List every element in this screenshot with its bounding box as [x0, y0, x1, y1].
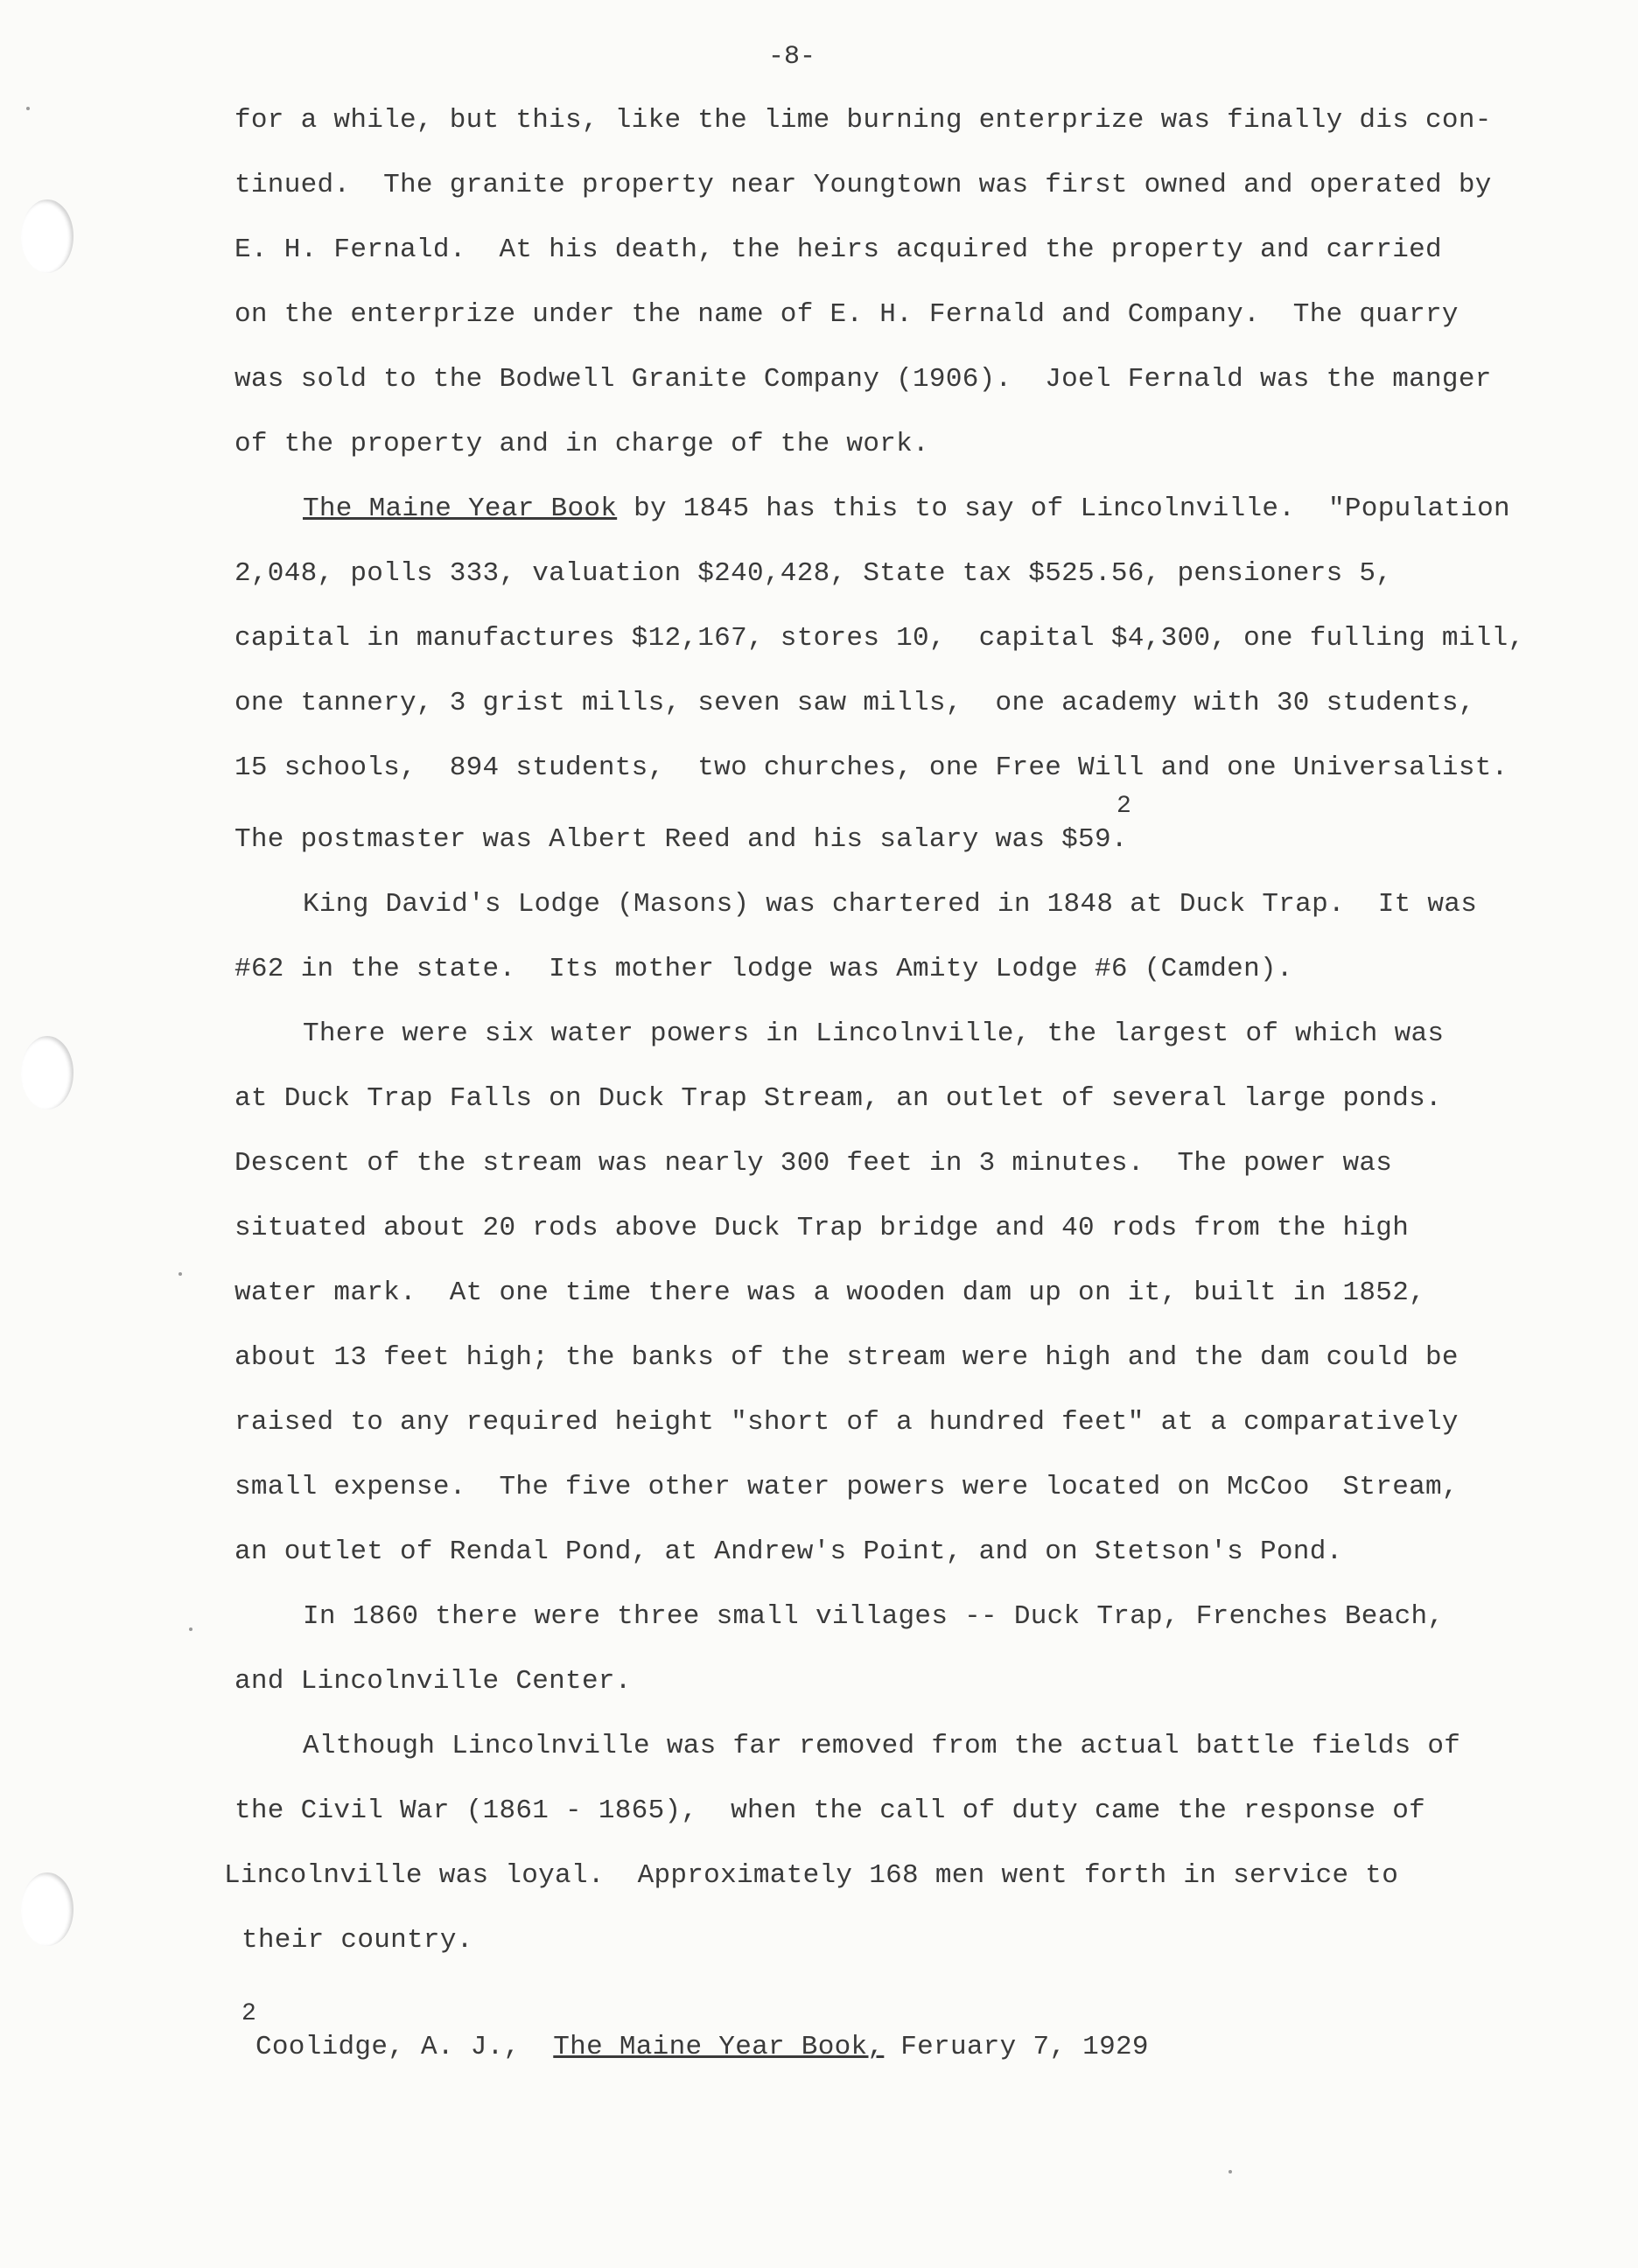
body-text-line: was sold to the Bodwell Granite Company (1906). Joel Fernald was the manger	[234, 364, 1492, 395]
body-text-line: the Civil War (1861 - 1865), when the call of duty came the response of	[234, 1796, 1426, 1826]
punch-hole	[21, 200, 74, 273]
body-text-line: an outlet of Rendal Pond, at Andrew's Point, and on Stetson's Pond.	[234, 1536, 1343, 1567]
body-text-line: In 1860 there were three small villages -- Duck Trap, Frenches Beach,	[303, 1601, 1445, 1632]
body-text-line: small expense. The five other water powers were located on McCoo Stream,	[234, 1472, 1459, 1502]
footnote-reference: 2	[1116, 793, 1131, 820]
body-text-line: of the property and in charge of the work.	[234, 429, 929, 459]
body-text-line: There were six water powers in Lincolnville, the largest of which was	[303, 1018, 1445, 1049]
footnote-marker: 2	[242, 2000, 256, 2027]
body-text-line: for a while, but this, like the lime burning enterprize was finally dis con-	[234, 105, 1492, 136]
paper-speck	[1228, 2170, 1232, 2174]
punch-hole	[21, 1872, 74, 1946]
body-text-line: King David's Lodge (Masons) was chartered in 1848 at Duck Trap. It was	[303, 889, 1478, 920]
body-text-line: E. H. Fernald. At his death, the heirs acquired the property and carried	[234, 234, 1442, 265]
body-text-line: their country.	[242, 1925, 473, 1956]
body-text-line: Although Lincolnville was far removed from the actual battle fields of	[303, 1731, 1461, 1761]
body-text-line: on the enterprize under the name of E. H. Fernald and Company. The quarry	[234, 299, 1459, 330]
body-text-line: tinued. The granite property near Youngtown was first owned and operated by	[234, 170, 1492, 200]
footnote-book-title: The Maine Year Book,	[553, 2032, 885, 2062]
body-text-line: one tannery, 3 grist mills, seven saw mills, one academy with 30 students,	[234, 688, 1475, 718]
body-text-line: about 13 feet high; the banks of the stream were high and the dam could be	[234, 1342, 1459, 1373]
paper-speck	[26, 107, 30, 110]
body-text-line: Descent of the stream was nearly 300 feet in 3 minutes. The power was	[234, 1148, 1393, 1179]
body-text-line: at Duck Trap Falls on Duck Trap Stream, an outlet of several large ponds.	[234, 1083, 1442, 1114]
body-text-line	[303, 494, 1510, 524]
body-text-line: water mark. At one time there was a wooden dam up on it, built in 1852,	[234, 1278, 1426, 1308]
footnote-date: Feruary 7, 1929	[884, 2032, 1149, 2062]
body-text-line: raised to any required height "short of a hundred feet" at a comparatively	[234, 1407, 1459, 1438]
body-text-line: and Lincolnville Center.	[234, 1666, 632, 1697]
body-text-line: capital in manufactures $12,167, stores 10, capital $4,300, one fulling mill,	[234, 623, 1525, 654]
page-number: -8-	[768, 42, 816, 72]
body-text-line: 15 schools, 894 students, two churches, one Free Will and one Universalist.	[234, 752, 1508, 783]
punch-hole	[21, 1036, 74, 1110]
body-text-line: Lincolnville was loyal. Approximately 168 men went forth in service to	[224, 1860, 1399, 1891]
body-text-span: by 1845 has this to say of Lincolnville. "Population	[617, 494, 1510, 524]
footnote-citation	[256, 2032, 1149, 2062]
body-text-line: 2,048, polls 333, valuation $240,428, State tax $525.56, pensioners 5,	[234, 558, 1393, 589]
body-text-line: situated about 20 rods above Duck Trap bridge and 40 rods from the high	[234, 1213, 1410, 1243]
footnote-author: Coolidge, A. J.,	[256, 2032, 554, 2062]
paper-speck	[178, 1272, 182, 1276]
body-text-line: #62 in the state. Its mother lodge was Amity Lodge #6 (Camden).	[234, 954, 1293, 984]
body-text-line: The postmaster was Albert Reed and his salary was $59.	[234, 824, 1128, 855]
paper-speck	[189, 1628, 192, 1631]
book-title: The Maine Year Book	[303, 494, 618, 524]
